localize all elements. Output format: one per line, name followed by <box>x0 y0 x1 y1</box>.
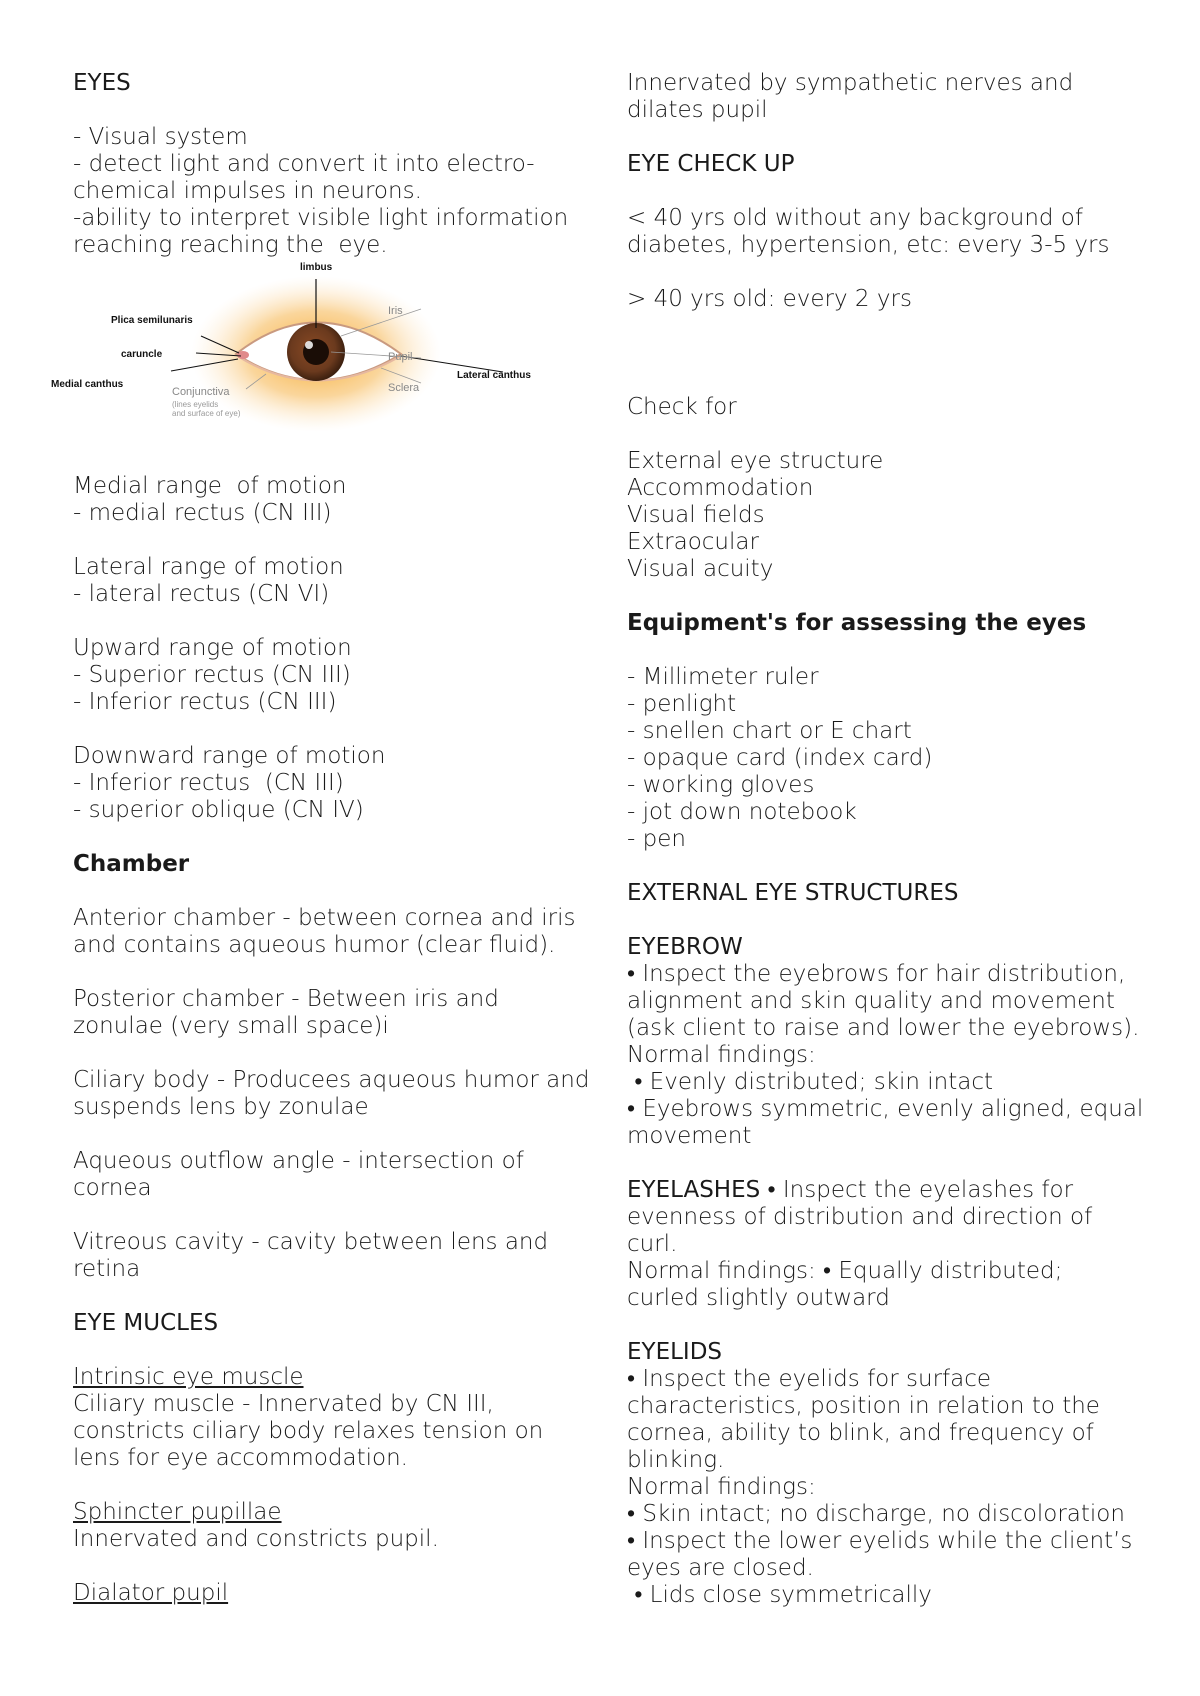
chamber-line: suspends lens by zonulae <box>73 1094 369 1120</box>
conjunctiva-note: (lines eyelids <box>172 400 219 409</box>
medial-canthus-label: Medial canthus <box>51 379 124 390</box>
caruncle-label: caruncle <box>121 349 163 360</box>
motion-line: - Inferior rectus (CN III) <box>73 770 344 796</box>
chamber-heading: Chamber <box>73 851 190 877</box>
dialator-line: dilates pupil <box>627 97 768 123</box>
eyebrow-line: alignment and skin quality and movement <box>627 988 1115 1014</box>
right-column <box>627 70 1147 1609</box>
chamber-line: cornea <box>73 1175 152 1201</box>
check-for-item: Visual fields <box>627 502 765 528</box>
equipment-item: - penlight <box>627 691 737 717</box>
eyelids-line: Normal findings: <box>627 1474 816 1500</box>
eyes-line: chemical impulses in neurons. <box>73 178 422 204</box>
eyebrow-line: • Evenly distributed; skin intact <box>627 1069 994 1095</box>
eyes-heading: EYES <box>73 70 131 96</box>
conjunctiva-note: and surface of eye) <box>172 409 241 418</box>
eyelashes-line: evenness of distribution and direction of curl. <box>627 1204 1100 1257</box>
sphincter-subheading: Sphincter pupillae <box>73 1499 282 1525</box>
eyelids-line: characteristics, position in relation to the <box>627 1393 1100 1419</box>
eyes-line: - detect light and convert it into electro- <box>73 151 535 177</box>
checkup-heading: EYE CHECK UP <box>627 151 795 177</box>
check-for-item: Extraocular <box>627 529 759 555</box>
eyelashes-first-text: • Inspect the eyelashes for <box>760 1177 1074 1203</box>
dialator-subheading: Dialator pupil <box>73 1580 229 1606</box>
eyebrow-line: • Eyebrows symmetric, evenly aligned, equal <box>627 1096 1144 1122</box>
motion-line: - Superior rectus (CN III) <box>73 662 351 688</box>
equipment-heading: Equipment's for assessing the eyes <box>627 610 1087 636</box>
chamber-line: retina <box>73 1256 141 1282</box>
eyebrow-line: movement <box>627 1123 752 1149</box>
intrinsic-line: lens for eye accommodation. <box>73 1445 408 1471</box>
chamber-line: Anterior chamber - between cornea and iris <box>73 905 576 931</box>
lateral-canthus-label: Lateral canthus <box>457 370 531 381</box>
chamber-line: Aqueous outflow angle - intersection of <box>73 1148 524 1174</box>
eyes-line: - Visual system <box>73 124 248 150</box>
equipment-item: - jot down notebook <box>627 799 857 825</box>
motion-title: Lateral range of motion <box>73 554 344 580</box>
eyelids-heading: EYELIDS <box>627 1339 723 1365</box>
chamber-line: zonulae (very small space)i <box>73 1013 389 1039</box>
motion-line: - lateral rectus (CN VI) <box>73 581 330 607</box>
chamber-line: Posterior chamber - Between iris and <box>73 986 499 1012</box>
check-for-item: Visual acuity <box>627 556 774 582</box>
equipment-item: - Millimeter ruler <box>627 664 819 690</box>
chamber-line: Vitreous cavity - cavity between lens and <box>73 1229 549 1255</box>
sclera-label: Sclera <box>388 382 420 394</box>
eyelashes-first-line <box>627 1177 1147 1204</box>
check-for-item: External eye structure <box>627 448 884 474</box>
checkup-line: > 40 yrs old: every 2 yrs <box>627 286 912 312</box>
eyelids-line: blinking. <box>627 1447 725 1473</box>
check-for-item: Accommodation <box>627 475 814 501</box>
sphincter-line: Innervated and constricts pupil. <box>73 1526 439 1552</box>
motion-title: Upward range of motion <box>73 635 352 661</box>
motion-line: - medial rectus (CN III) <box>73 500 332 526</box>
eyelids-line: • Inspect the lower eyelids while the client’s <box>627 1528 1133 1554</box>
eyelids-line: • Inspect the eyelids for surface <box>627 1366 992 1392</box>
eyelids-line: cornea, ability to blink, and frequency of <box>627 1420 1094 1446</box>
motion-line: - superior oblique (CN IV) <box>73 797 364 823</box>
chamber-line: Ciliary body - Producees aqueous humor and <box>73 1067 590 1093</box>
eyebrow-line: (ask client to raise and lower the eyebrows). <box>627 1015 1140 1041</box>
pupil-highlight <box>305 341 313 349</box>
equipment-item: - snellen chart or E chart <box>627 718 912 744</box>
check-for-heading: Check for <box>627 394 737 420</box>
caruncle-shape <box>237 351 249 359</box>
eyelids-line: eyes are closed. <box>627 1555 814 1581</box>
eyelashes-line: Normal findings: • Equally distributed; <box>627 1258 1063 1284</box>
eye-anatomy-figure <box>51 256 571 461</box>
limbus-label: limbus <box>300 262 333 273</box>
dialator-line: Innervated by sympathetic nerves and <box>627 70 1074 96</box>
eyebrow-heading: EYEBROW <box>627 934 743 960</box>
chamber-line: and contains aqueous humor (clear fluid). <box>73 932 556 958</box>
eyelids-line: • Skin intact; no discharge, no discoloration <box>627 1501 1125 1527</box>
checkup-line: diabetes, hypertension, etc: every 3-5 yrs <box>627 232 1110 258</box>
motion-line: - Inferior rectus (CN III) <box>73 689 337 715</box>
pupil-label: Pupil <box>388 351 413 363</box>
eyelashes-line: curled slightly outward <box>627 1285 890 1311</box>
eyes-line: reaching reaching the eye. <box>73 232 388 258</box>
eyes-line: -ability to interpret visible light information <box>73 205 569 231</box>
eyebrow-line: Normal findings: <box>627 1042 816 1068</box>
checkup-line: < 40 yrs old without any background of <box>627 205 1083 231</box>
plica-label: Plica semilunaris <box>111 315 193 326</box>
equipment-item: - working gloves <box>627 772 815 798</box>
iris-label: Iris <box>388 305 403 317</box>
equipment-item: - opaque card (index card) <box>627 745 933 771</box>
eyelashes-heading: EYELASHES <box>627 1177 761 1203</box>
left-column <box>51 70 593 1607</box>
muscles-heading: EYE MUCLES <box>73 1310 219 1336</box>
intrinsic-subheading: Intrinsic eye muscle <box>73 1364 304 1390</box>
intrinsic-line: Ciliary muscle - Innervated by CN III, <box>73 1391 494 1417</box>
external-heading: EXTERNAL EYE STRUCTURES <box>627 880 959 906</box>
conjunctiva-label: Conjunctiva <box>172 386 230 398</box>
intrinsic-line: constricts ciliary body relaxes tension on <box>73 1418 544 1444</box>
eyelids-line: • Lids close symmetrically <box>627 1582 932 1608</box>
motion-title: Downward range of motion <box>73 743 386 769</box>
motion-title: Medial range of motion <box>73 473 347 499</box>
eyebrow-line: • Inspect the eyebrows for hair distribution, <box>627 961 1126 987</box>
equipment-item: - pen <box>627 826 686 852</box>
